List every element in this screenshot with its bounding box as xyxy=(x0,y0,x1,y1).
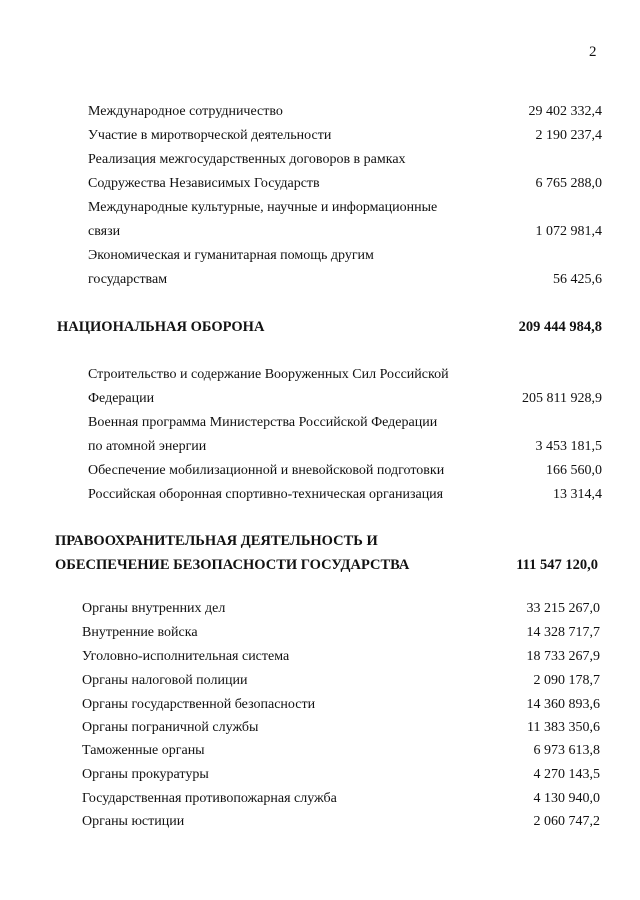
item-label: Федерации xyxy=(88,391,155,406)
item-amount: 166 560,0 xyxy=(546,463,602,478)
item-amount: 6 973 613,8 xyxy=(533,743,600,758)
section-heading: ОБЕСПЕЧЕНИЕ БЕЗОПАСНОСТИ ГОСУДАРСТВА xyxy=(55,557,410,573)
item-label: Участие в миротворческой деятельности xyxy=(88,128,332,143)
item-label: Содружества Независимых Государств xyxy=(88,176,320,191)
item-label: Уголовно-исполнительная система xyxy=(82,649,290,664)
item-label: Международные культурные, научные и информационные xyxy=(88,200,438,215)
item-amount: 11 383 350,6 xyxy=(527,720,600,735)
item-label: Органы государственной безопасности xyxy=(82,697,316,712)
item-label: Внутренние войска xyxy=(82,625,198,640)
item-amount: 56 425,6 xyxy=(553,272,602,287)
item-amount: 2 060 747,2 xyxy=(533,814,600,829)
item-label: Международное сотрудничество xyxy=(88,104,283,119)
item-amount: 4 270 143,5 xyxy=(533,767,600,782)
item-label: Органы пограничной службы xyxy=(82,720,259,735)
section-total: 209 444 984,8 xyxy=(518,319,602,335)
item-label: по атомной энергии xyxy=(88,439,207,454)
section-heading: НАЦИОНАЛЬНАЯ ОБОРОНА xyxy=(57,319,265,335)
item-label: связи xyxy=(88,224,121,239)
item-label: Военная программа Министерства Российской Федерации xyxy=(88,415,438,430)
item-amount: 13 314,4 xyxy=(553,487,602,502)
item-label: Экономическая и гуманитарная помощь другим xyxy=(88,248,374,263)
item-amount: 33 215 267,0 xyxy=(526,601,600,616)
item-label: Органы прокуратуры xyxy=(82,767,209,782)
section-total: 111 547 120,0 xyxy=(516,557,598,573)
item-amount: 4 130 940,0 xyxy=(533,791,600,806)
item-label: Реализация межгосударственных договоров в рамках xyxy=(88,152,406,167)
item-label: Российская оборонная спортивно-техническая организация xyxy=(88,487,444,502)
item-amount: 2 190 237,4 xyxy=(535,128,602,143)
page-number: 2 xyxy=(589,44,597,60)
item-label: государствам xyxy=(88,272,168,287)
item-amount: 14 328 717,7 xyxy=(526,625,600,640)
item-amount: 18 733 267,9 xyxy=(526,649,600,664)
item-label: Таможенные органы xyxy=(82,743,205,758)
item-label: Органы внутренних дел xyxy=(82,601,226,616)
item-amount: 29 402 332,4 xyxy=(528,104,602,119)
item-amount: 2 090 178,7 xyxy=(533,673,600,688)
item-amount: 205 811 928,9 xyxy=(522,391,602,406)
item-amount: 6 765 288,0 xyxy=(535,176,602,191)
section-heading: ПРАВООХРАНИТЕЛЬНАЯ ДЕЯТЕЛЬНОСТЬ И xyxy=(55,533,378,549)
item-label: Обеспечение мобилизационной и вневойсковой подготовки xyxy=(88,463,445,478)
item-label: Органы юстиции xyxy=(82,814,185,829)
item-label: Органы налоговой полиции xyxy=(82,673,248,688)
item-label: Государственная противопожарная служба xyxy=(82,791,337,806)
item-label: Строительство и содержание Вооруженных Сил Российской xyxy=(88,367,449,382)
item-amount: 14 360 893,6 xyxy=(526,697,600,712)
item-amount: 3 453 181,5 xyxy=(535,439,602,454)
item-amount: 1 072 981,4 xyxy=(535,224,602,239)
